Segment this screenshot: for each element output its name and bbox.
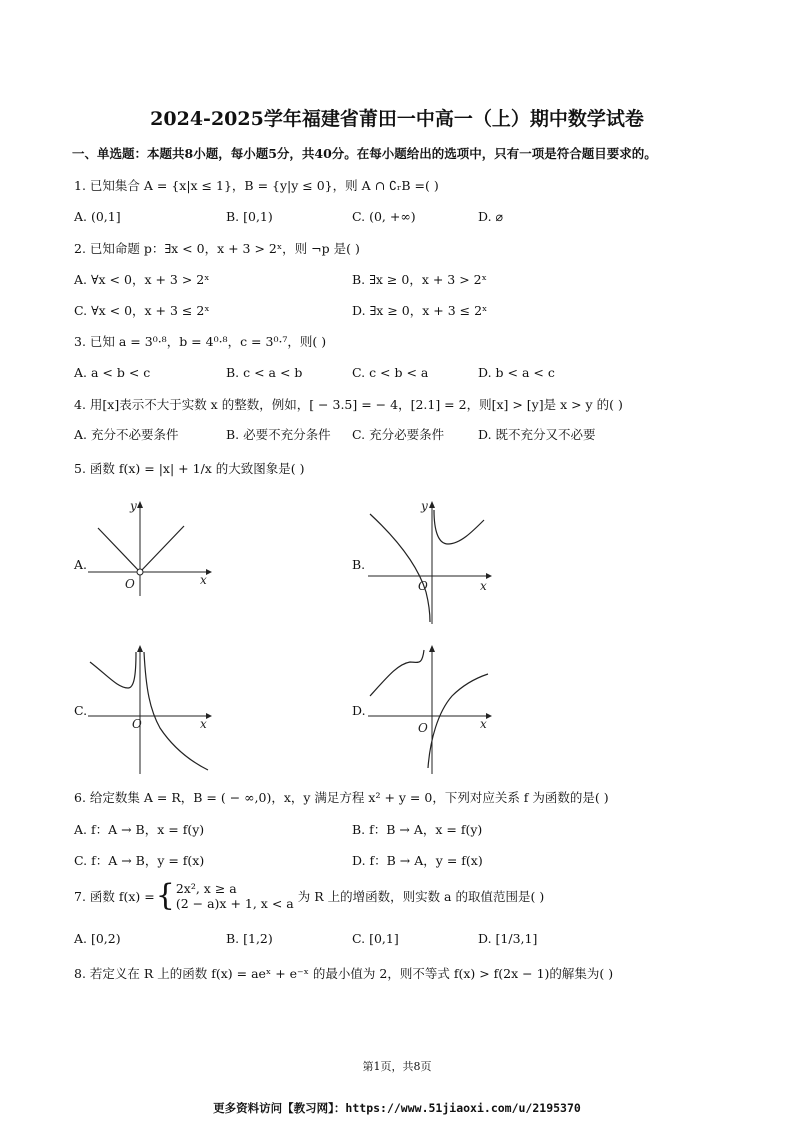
svg-text:x: x: [480, 717, 487, 731]
q7-piece-2: (2 − a)x + 1, x < a: [175, 896, 294, 911]
question-8-stem: 8. 若定义在 R 上的函数 f(x) = aeˣ + e⁻ˣ 的最小值为 2，则不等式 f(x) > f(2x − 1)的解集为( ): [74, 966, 614, 981]
q4-option-a: A. 充分不必要条件: [74, 427, 179, 442]
piecewise-brace: {: [155, 878, 175, 913]
q2-option-c: C. ∀x < 0，x + 3 ≤ 2ˣ: [74, 303, 210, 318]
q7-piece-1: 2x², x ≥ a: [175, 881, 237, 896]
svg-text:x: x: [200, 573, 207, 587]
q5-graph-c: [88, 640, 218, 775]
q3-option-b: B. c < a < b: [226, 365, 303, 380]
q5-option-b-label: B.: [352, 557, 366, 572]
q6-option-d: D. f：B → A，y = f(x): [352, 853, 483, 868]
q1-option-b: B. [0,1): [226, 209, 273, 224]
q4-option-b: B. 必要不充分条件: [226, 427, 331, 442]
svg-text:O: O: [418, 579, 428, 593]
q7-option-b: B. [1,2): [226, 931, 273, 946]
svg-text:x: x: [200, 717, 207, 731]
question-4-stem: 4. 用[x]表示不大于实数 x 的整数，例如，[ − 3.5] = − 4，[2.1] = 2，则[x] > [y]是 x > y 的( ): [74, 397, 623, 412]
page-title: 2024-2025学年福建省莆田一中高一（上）期中数学试卷: [150, 108, 644, 130]
question-2-stem: 2. 已知命题 p：∃x < 0，x + 3 > 2ˣ，则 ¬p 是( ): [74, 241, 360, 256]
svg-text:O: O: [125, 577, 135, 591]
q4-option-c: C. 充分必要条件: [352, 427, 445, 442]
q5-option-c-label: C.: [74, 703, 88, 718]
q4-option-d: D. 既不充分又不必要: [478, 427, 596, 442]
svg-text:O: O: [418, 721, 428, 735]
q7-stem-before: 7. 函数 f(x) =: [74, 889, 155, 904]
svg-text:y: y: [130, 499, 137, 513]
question-6-stem: 6. 给定数集 A = R，B = ( − ∞,0)，x，y 满足方程 x² + y = 0，下列对应关系 f 为函数的是( ): [74, 790, 609, 805]
page-footer: 第1页，共8页: [362, 1060, 432, 1073]
q6-option-c: C. f：A → B，y = f(x): [74, 853, 205, 868]
q6-option-b: B. f：B → A，x = f(y): [352, 822, 483, 837]
q7-stem-after: 为 R 上的增函数，则实数 a 的取值范围是( ): [297, 889, 545, 904]
question-1-stem: 1. 已知集合 A = {x|x ≤ 1}，B = {y|y ≤ 0}，则 A ∩ ∁ᵣB =( ): [74, 178, 439, 193]
q7-option-a: A. [0,2): [74, 931, 121, 946]
svg-text:y: y: [421, 499, 428, 513]
q2-option-d: D. ∃x ≥ 0，x + 3 ≤ 2ˣ: [352, 303, 488, 318]
q5-graph-b: [368, 496, 498, 626]
q7-option-c: C. [0,1]: [352, 931, 399, 946]
q5-option-d-label: D.: [352, 703, 366, 718]
svg-text:x: x: [480, 579, 487, 593]
question-3-stem: 3. 已知 a = 3⁰·⁸，b = 4⁰·⁸，c = 3⁰·⁷，则( ): [74, 334, 327, 349]
q2-option-b: B. ∃x ≥ 0，x + 3 > 2ˣ: [352, 272, 487, 287]
q5-graph-d: [368, 640, 498, 775]
q7-option-d: D. [1/3,1]: [478, 931, 538, 946]
source-banner[interactable]: 更多资料访问【教习网】：https://www.51jiaoxi.com/u/2195370: [213, 1101, 581, 1115]
q1-option-c: C. (0, +∞): [352, 209, 416, 224]
q3-option-c: C. c < b < a: [352, 365, 429, 380]
question-7-stem: [74, 878, 544, 914]
q6-option-a: A. f：A → B，x = f(y): [74, 822, 205, 837]
svg-text:O: O: [132, 717, 142, 731]
question-5-stem: 5. 函数 f(x) = |x| + 1/x 的大致图象是( ): [74, 461, 305, 476]
q1-option-d: D. ⌀: [478, 209, 504, 224]
q3-option-d: D. b < a < c: [478, 365, 555, 380]
q5-option-a-label: A.: [74, 557, 88, 572]
q5-graph-a: [88, 496, 218, 596]
q2-option-a: A. ∀x < 0，x + 3 > 2ˣ: [74, 272, 210, 287]
q1-option-a: A. (0,1]: [74, 209, 121, 224]
q3-option-a: A. a < b < c: [74, 365, 151, 380]
section-heading: 一、单选题：本题共8小题，每小题5分，共40分。在每小题给出的选项中，只有一项是符合题目要求的。: [72, 146, 657, 161]
